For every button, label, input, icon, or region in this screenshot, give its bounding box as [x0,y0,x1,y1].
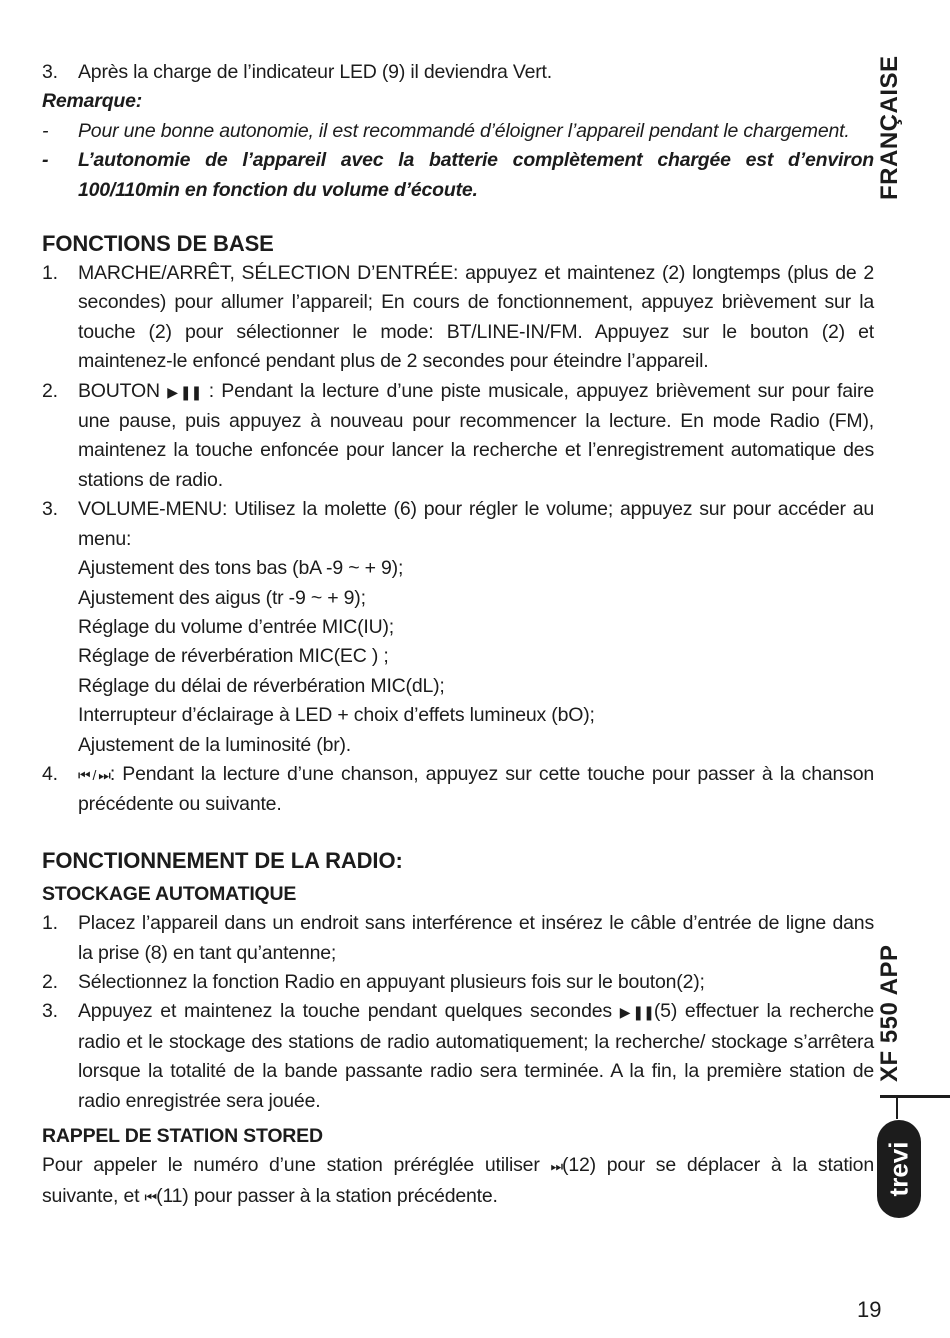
subheading-station-recall: RAPPEL DE STATION STORED [42,1125,323,1147]
menu-line: Ajustement des aigus (tr -9 ~ + 9); [78,586,366,609]
item-text [78,760,874,820]
previous-icon: ⏮ [144,1188,157,1205]
remark-title: Remarque: [42,90,143,113]
model-name: XF 550 APP [876,944,903,1082]
recall-text-end: (11) pour passer à la station précédente. [156,1184,498,1207]
item-number: 1. [42,912,58,935]
menu-line: Réglage de réverbération MIC(EC ) ; [78,645,389,668]
item-number: 2. [42,379,58,402]
item-text-pre: BOUTON [78,379,168,402]
item-number: 1. [42,262,58,285]
item-text [78,495,874,760]
radio-item-2 [42,968,874,997]
section-heading-base: FONCTIONS DE BASE [42,231,274,257]
radio-item-1 [42,909,874,968]
menu-line: Réglage du volume d’entrée MIC(IU); [78,615,394,638]
base-item-2 [42,377,874,496]
side-divider-horizontal [880,1095,950,1098]
menu-line: Ajustement de la luminosité (br). [78,733,352,756]
section-heading-radio: FONCTIONNEMENT DE LA RADIO: [42,847,403,873]
base-item-1 [42,259,874,377]
subheading-auto-storage: STOCKAGE AUTOMATIQUE [42,882,297,905]
prev-next-icon: ⏮ / ⏭ [78,766,110,783]
item-text: Sélectionnez la fonction Radio en appuyant plusieurs fois sur le bouton(2); [78,970,705,993]
remark-text: L’autonomie de l’appareil avec la batterie complètement chargée est d’environ 100/110min en fonction du volume d’écoute. [78,149,874,201]
remark-dash: - [42,149,49,172]
item-text [78,377,874,496]
manual-page-content [42,58,874,1212]
side-divider-vertical [896,1095,898,1119]
radio-item-3 [42,997,874,1116]
item-text-body: : Pendant la lecture d’une chanson, appuyez sur cette touche pour passer à la chanson précédente ou suivante. [78,762,874,816]
item-number: 4. [42,762,58,785]
menu-line: Réglage du délai de réverbération MIC(dL); [78,674,445,697]
item-number: 2. [42,970,58,993]
item-text-pre: Appuyez et maintenez la touche pendant quelques secondes [78,1000,620,1023]
item-text [78,997,874,1116]
item-text-body: VOLUME-MENU: Utilisez la molette (6) pour régler le volume; appuyez sur pour accéder au menu: [78,498,874,550]
item-number: 3. [42,1000,58,1023]
next-icon: ⏭ [550,1158,563,1175]
item-number: 3. [42,61,58,83]
item-text-body: (5) effectuer la recherche radio et le stockage des stations de radio automatiquement; la recherche/ stockage s’arrêtera lorsque la totalité de la bande passante radio sera terminée. A la fin, la première station de radio enregistrée sera jouée. [78,1000,874,1112]
remark-text: Pour une bonne autonomie, il est recommandé d’éloigner l’appareil pendant le chargement. [78,119,850,142]
item-text: Placez l’appareil dans un endroit sans interférence et insérez le câble d’entrée de ligne dans la prise (8) en tant qu’antenne; [78,912,874,964]
play-pause-icon: ▶ ❚❚ [167,383,202,400]
logo-text: trevi [883,1141,914,1197]
recall-paragraph [42,1151,874,1212]
item-text: Après la charge de l’indicateur LED (9) il deviendra Vert. [78,61,552,83]
menu-line: Ajustement des tons bas (bA -9 ~ + 9); [78,557,404,580]
remark-item-1 [42,117,874,146]
item-text: MARCHE/ARRÊT, SÉLECTION D’ENTRÉE: appuyez et maintenez (2) longtemps (plus de 2 secondes) pour allumer l’appareil; En cours de fonctionnement, appuyez brièvement sur la touche (2) pour sélectionner le mode: BT/LINE-IN/FM. Appuyez sur le bouton (2) et maintenez-le enfoncé pendant plus de 2 secondes pour éteindre l’appareil. [78,262,874,373]
recall-text-mid: (12) pour se déplacer à la station suivante, et [42,1154,874,1207]
item-number: 3. [42,498,58,521]
item-text-body: : Pendant la lecture d’une piste musicale, appuyez brièvement sur pour faire une pause, puis appuyez à nouveau pour recommencer la lecture. En mode Radio (FM), maintenez la touche enfoncée pour lancer la recherche et l’enregistrement automatique des stations de radio. [78,379,874,491]
page-number: 19 [857,1297,882,1322]
remark-dash: - [42,119,49,142]
menu-line: Interrupteur d’éclairage à LED + choix d’effets lumineux (bO); [78,704,595,727]
remark-item-2 [42,146,874,205]
language-tab: FRANÇAISE [876,55,903,200]
recall-text-pre: Pour appeler le numéro d’une station préréglée utiliser [42,1154,551,1177]
charge-item-3 [42,58,874,87]
trevi-logo [877,1120,921,1218]
play-pause-icon: ▶ ❚❚ [619,1004,654,1021]
base-item-3 [42,495,874,760]
base-item-4 [42,760,874,820]
